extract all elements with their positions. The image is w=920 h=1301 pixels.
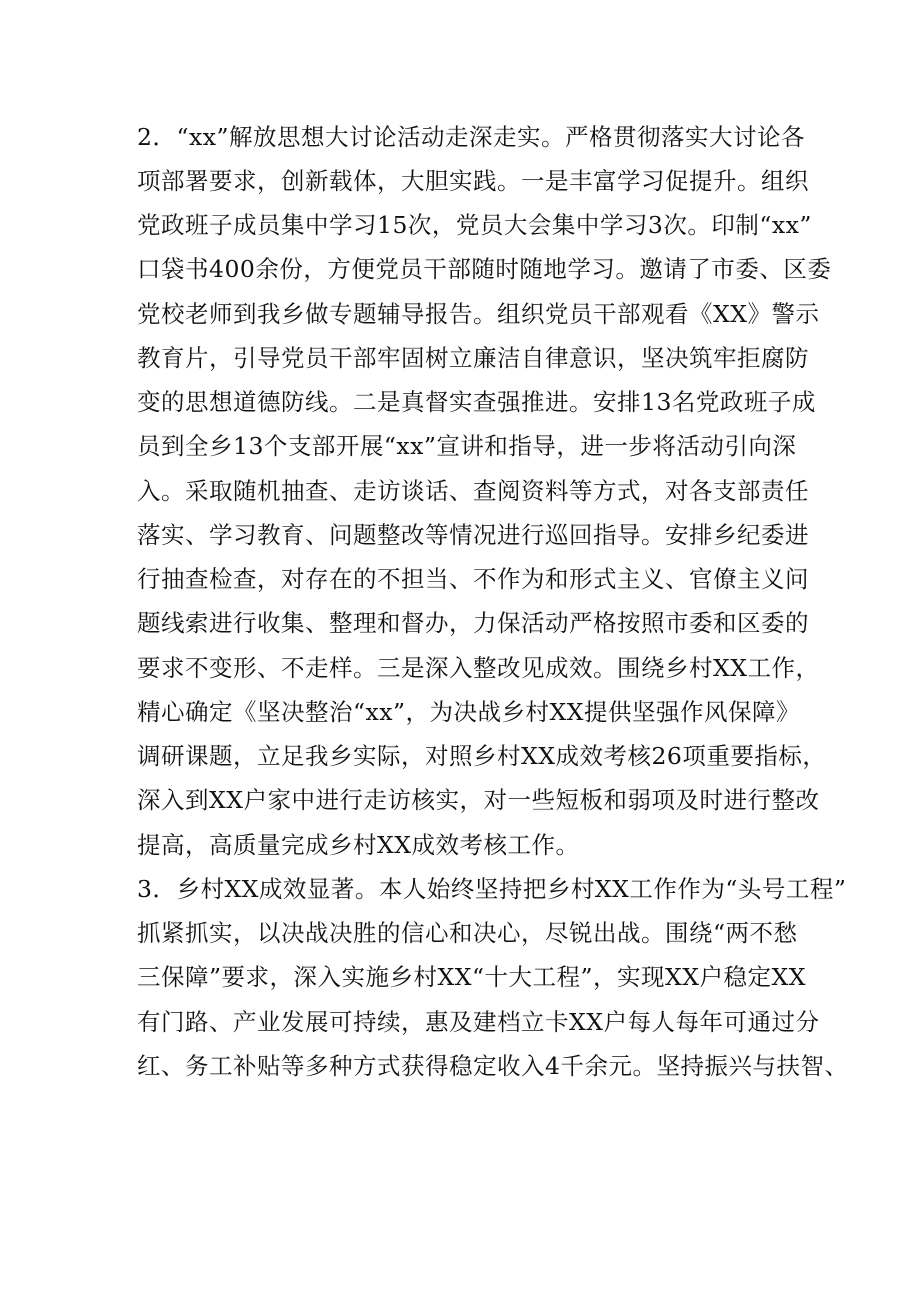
paragraph-2-line-17: 提高，高质量完成乡村XX成效考核工作。 [137,831,580,859]
paragraph-2-line-9: 入。采取随机抽查、走访谈话、查阅资料等方式，对各支部责任 [137,477,809,505]
paragraph-2-line-15: 调研课题，立足我乡实际，对照乡村XX成效考核26项重要指标， [137,742,827,770]
paragraph-3-line-2: 抓紧抓实，以决战决胜的信心和决心，尽锐出战。围绕“两不愁 [137,919,798,947]
paragraph-2-line-5: 党校老师到我乡做专题辅导报告。组织党员干部观看《XX》警示 [137,300,820,328]
paragraph-2-line-11: 行抽查检查，对存在的不担当、不作为和形式主义、官僚主义问 [137,565,809,593]
paragraph-2-line-13: 要求不变形、不走样。三是深入整改见成效。围绕乡村XX工作， [137,654,820,682]
paragraph-2-line-2: 项部署要求，创新载体，大胆实践。一是丰富学习促提升。组织 [137,167,809,195]
paragraph-2-line-14: 精心确定《坚决整治“xx”，为决战乡村XX提供坚强作风保障》 [137,698,800,726]
paragraph-2-line-16: 深入到XX户家中进行走访核实，对一些短板和弱项及时进行整改 [137,786,820,814]
paragraph-3-line-3: 三保障”要求，深入实施乡村XX“十大工程”，实现XX户稳定XX [137,963,806,991]
paragraph-2-line-4: 口袋书400余份，方便党员干部随时随地学习。邀请了市委、区委 [137,255,832,283]
paragraph-2-line-8: 员到全乡13个支部开展“xx”宣讲和指导，进一步将活动引向深 [137,432,797,460]
paragraph-3-line-4: 有门路、产业发展可持续，惠及建档立卡XX户每人每年可通过分 [137,1008,820,1036]
paragraph-3-line-5: 红、务工补贴等多种方式获得稳定收入4千余元。坚持振兴与扶智、 [137,1052,849,1080]
paragraph-3-line-1: 3．乡村XX成效显著。本人始终坚持把乡村XX工作作为“头号工程” [137,875,847,903]
paragraph-2-line-12: 题线索进行收集、整理和督办，力保活动严格按照市委和区委的 [137,609,809,637]
paragraph-2-line-3: 党政班子成员集中学习15次，党员大会集中学习3次。印制“xx” [137,211,812,239]
paragraph-2-line-6: 教育片，引导党员干部牢固树立廉洁自律意识，坚决筑牢拒腐防 [137,344,809,372]
paragraph-2-line-1: 2．“xx”解放思想大讨论活动走深走实。严格贯彻落实大讨论各 [137,123,805,151]
paragraph-2-line-7: 变的思想道德防线。二是真督实查强推进。安排13名党政班子成 [137,388,816,416]
paragraph-2-line-10: 落实、学习教育、问题整改等情况进行巡回指导。安排乡纪委进 [137,521,809,549]
